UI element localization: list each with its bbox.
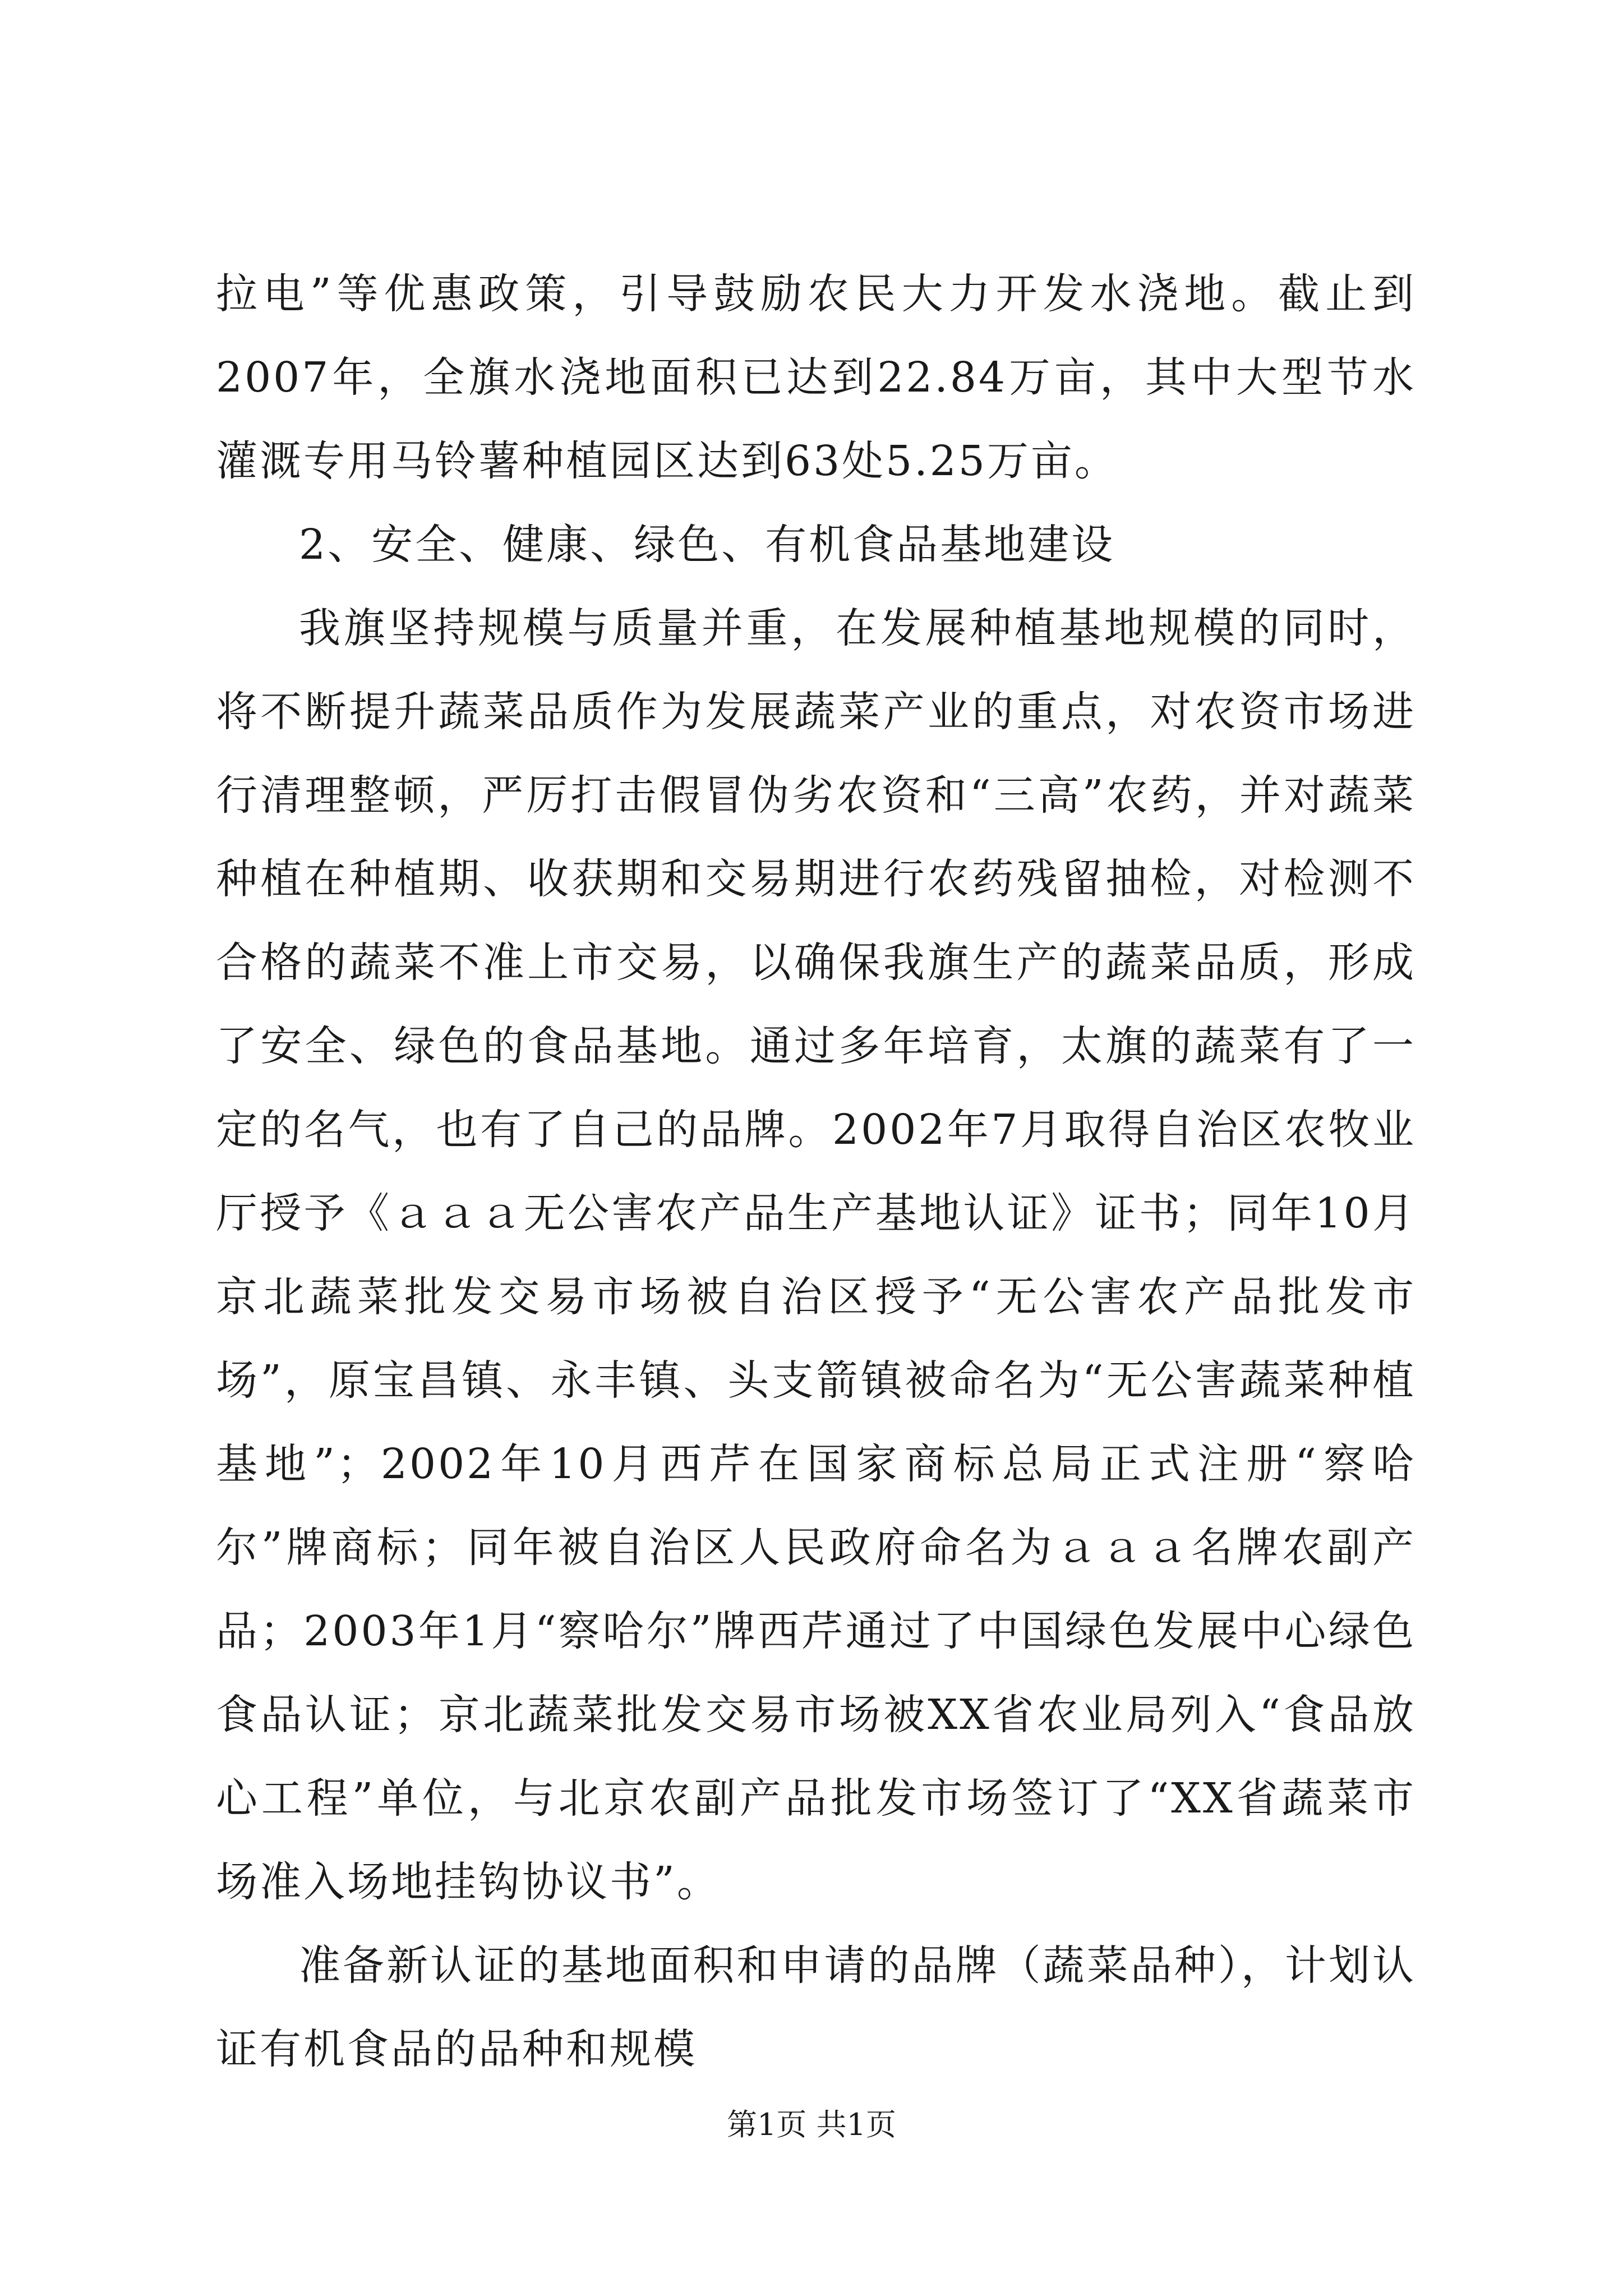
page-footer: 第1页 共1页 xyxy=(727,2107,896,2142)
section-heading: 2、安全、健康、绿色、有机食品基地建设 xyxy=(299,521,1115,569)
document-body xyxy=(216,252,1416,2091)
paragraph-main: 我旗坚持规模与质量并重，在发展种植基地规模的同时，将不断提升蔬菜品质作为发展蔬菜产业的重点，对农资市场进行清理整顿，严厉打击假冒伪劣农资和“三高”农药，并对蔬菜种植在种植期、收获期和交易期进行农药残留抽检，对检测不合格的蔬菜不准上市交易，以确保我旗生产的蔬菜品质，形成了安全、绿色的食品基地。通过多年培育，太旗的蔬菜有了一定的名气，也有了自己的品牌。2002年7月取得自治区农牧业厅授予《ａａａ无公害农产品生产基地认证》证书；同年10月京北蔬菜批发交易市场被自治区授予“无公害农产品批发市场”，原宝昌镇、永丰镇、头支箭镇被命名为“无公害蔬菜种植基地”；2002年10月西芹在国家商标总局正式注册“察哈尔”牌商标；同年被自治区人民政府命名为ａａａ名牌农副产品；2003年1月“察哈尔”牌西芹通过了中国绿色发展中心绿色食品认证；京北蔬菜批发交易市场被XX省农业局列入“食品放心工程”单位，与北京农副产品批发市场签订了“XX省蔬菜市场准入场地挂钩协议书”。 xyxy=(216,604,1416,1906)
paragraph-closing: 准备新认证的基地面积和申请的品牌（蔬菜品种），计划认证有机食品的品种和规模 xyxy=(216,1941,1416,2073)
paragraph-continuation: 拉电”等优惠政策，引导鼓励农民大力开发水浇地。截止到2007年，全旗水浇地面积已达到22.84万亩，其中大型节水灌溉专用马铃薯种植园区达到63处5.25万亩。 xyxy=(216,270,1416,485)
